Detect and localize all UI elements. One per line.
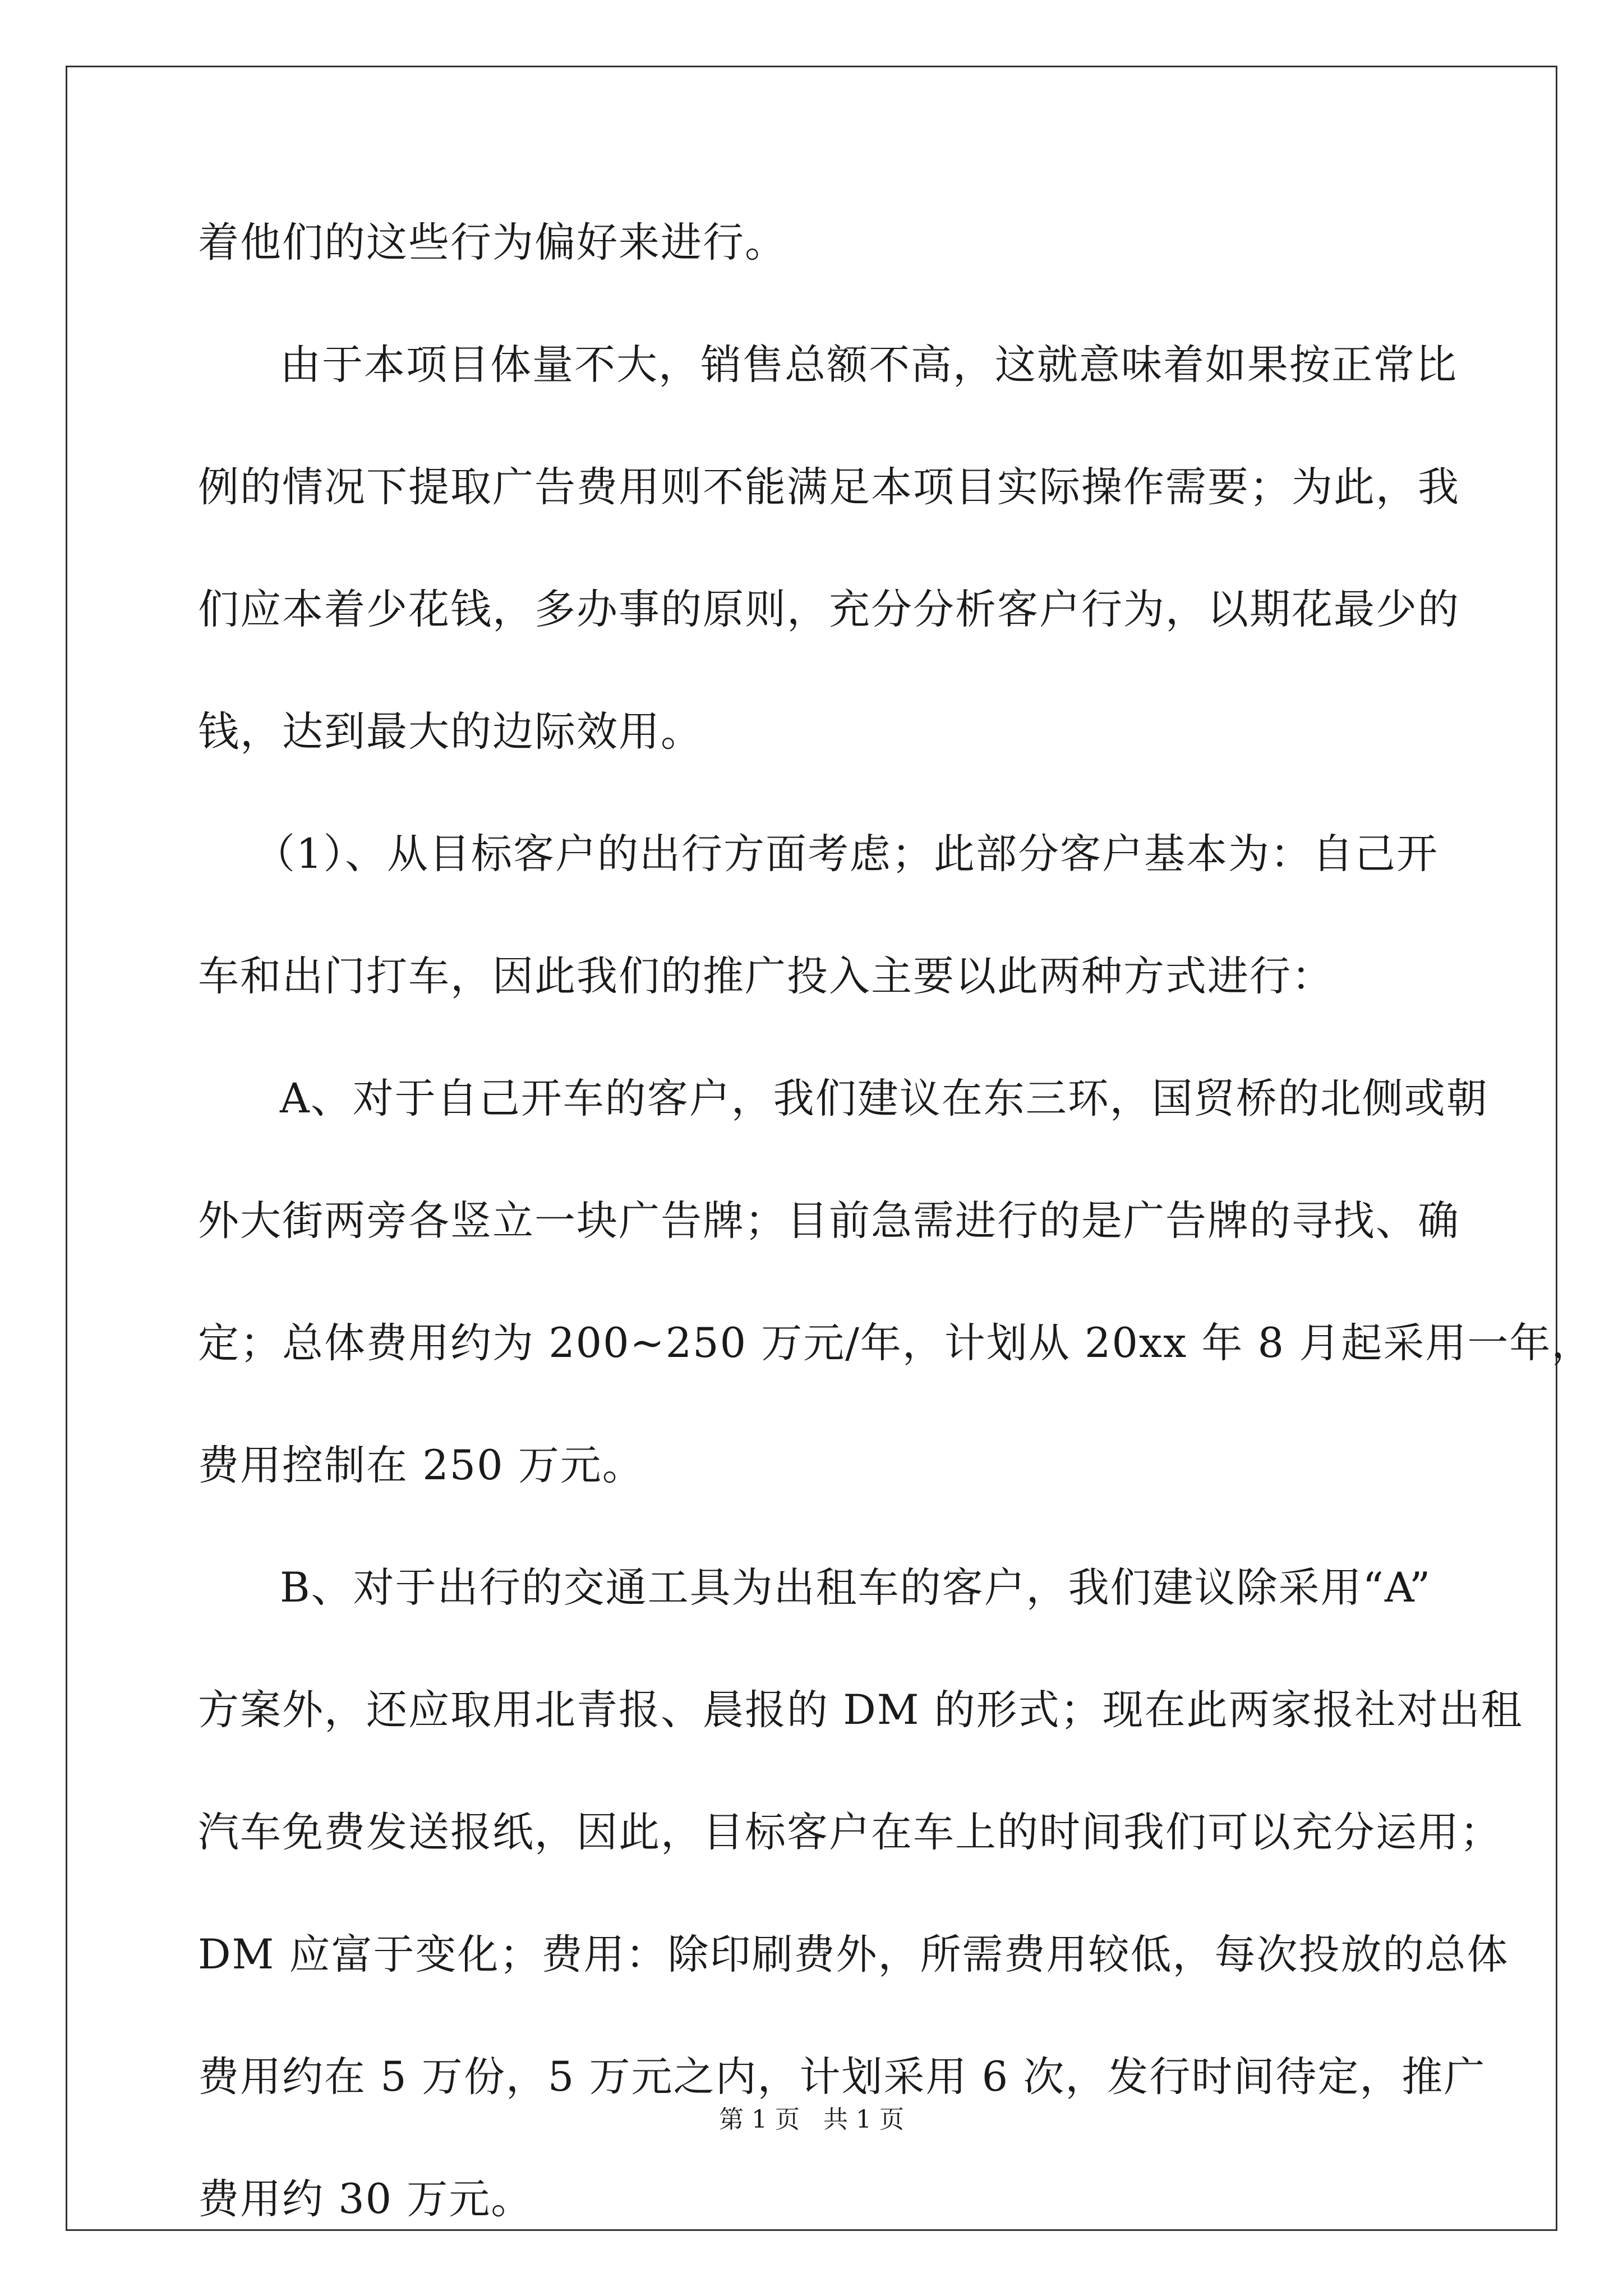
page-footer: 第 1 页 共 1 页 <box>719 2105 904 2134</box>
text-line: 定；总体费用约为 200~250 万元/年，计划从 20xx 年 8 月起采用一年， <box>198 1319 1594 1367</box>
paragraph-b-line-2 <box>198 1686 1523 1734</box>
text-line: 费用约在 5 万份，5 万元之内，计划采用 6 次，发行时间待定，推广 <box>198 2053 1486 2101</box>
paragraph-3-line-2 <box>198 953 1334 1000</box>
paragraph-b-line-4 <box>198 1931 1509 1978</box>
text-line: 汽车免费发送报纸，因此，目标客户在车上的时间我们可以充分运用； <box>198 1809 1502 1856</box>
text-line: A、对于自己开车的客户，我们建议在东三环，国贸桥的北侧或朝 <box>280 1075 1488 1122</box>
text-line: 由于本项目体量不大，销售总额不高，这就意味着如果按正常比 <box>280 341 1458 389</box>
paragraph-2-line-2 <box>198 463 1460 511</box>
text-line: 外大街两旁各竖立一块广告牌；目前急需进行的是广告牌的寻找、确 <box>198 1197 1460 1245</box>
paragraph-b-line-6 <box>198 2175 533 2223</box>
text-line: 们应本着少花钱，多办事的原则，充分分析客户行为，以期花最少的 <box>198 586 1460 633</box>
paragraph-a-line-3 <box>198 1319 1594 1367</box>
text-line: 车和出门打车，因此我们的推广投入主要以此两种方式进行： <box>198 953 1334 1000</box>
text-line: 着他们的这些行为偏好来进行。 <box>198 219 787 266</box>
paragraph-1 <box>198 219 787 266</box>
paragraph-2-line-3 <box>198 586 1460 633</box>
paragraph-b <box>198 1564 1432 1612</box>
paragraph-b-line-3 <box>198 1809 1502 1856</box>
paragraph-a <box>198 1075 1488 1122</box>
paragraph-a-line-4 <box>198 1442 644 1489</box>
text-line: 方案外，还应取用北青报、晨报的 DM 的形式；现在此两家报社对出租 <box>198 1686 1523 1734</box>
paragraph-a-line-2 <box>198 1197 1460 1245</box>
text-line: 费用约 30 万元。 <box>198 2175 533 2223</box>
page-border <box>66 66 1557 2231</box>
text-line: 钱，达到最大的边际效用。 <box>198 708 703 756</box>
paragraph-2 <box>198 341 1458 389</box>
paragraph-3 <box>198 830 1438 878</box>
text-line: （1）、从目标客户的出行方面考虑；此部分客户基本为：自己开 <box>254 830 1438 878</box>
paragraph-2-line-4 <box>198 708 703 756</box>
text-line: 费用控制在 250 万元。 <box>198 1442 644 1489</box>
paragraph-b-line-5 <box>198 2053 1486 2101</box>
text-line: 例的情况下提取广告费用则不能满足本项目实际操作需要；为此，我 <box>198 463 1460 511</box>
text-line: B、对于出行的交通工具为出租车的客户，我们建议除采用“A” <box>280 1564 1432 1612</box>
text-line: DM 应富于变化；费用：除印刷费外，所需费用较低，每次投放的总体 <box>198 1931 1509 1978</box>
